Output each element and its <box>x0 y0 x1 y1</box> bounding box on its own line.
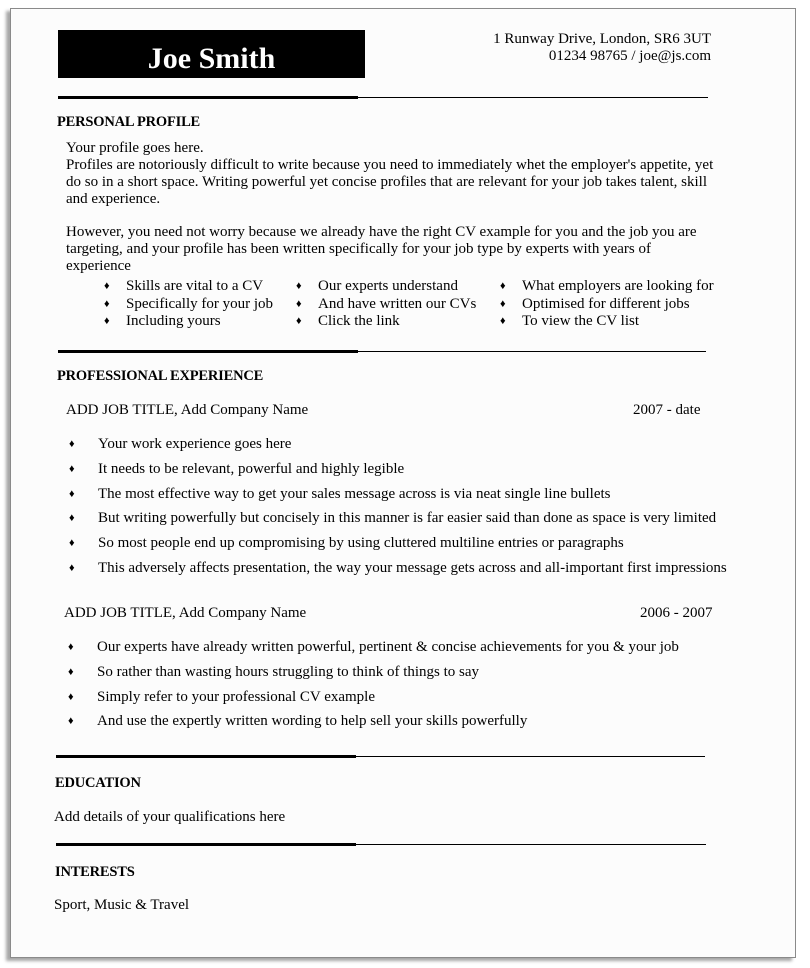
diamond-bullet-icon: ♦ <box>69 462 75 475</box>
divider <box>56 755 705 758</box>
profile-bullet: ♦ Our experts understand <box>296 278 458 294</box>
diamond-bullet-icon: ♦ <box>68 715 74 728</box>
profile-bullet: ♦ And have written our CVs <box>296 295 477 312</box>
job-dates: 2006 - 2007 <box>640 605 713 621</box>
address: 1 Runway Drive, London, SR6 3UT <box>493 31 711 47</box>
job-bullet: ♦ But writing powerfully but concisely in this manner is far easier said than done as space is very limited <box>69 510 717 527</box>
job-bullet: ♦ So rather than wasting hours struggling to think of things to say <box>68 663 480 680</box>
diamond-bullet-icon: ♦ <box>69 487 75 500</box>
diamond-bullet-icon: ♦ <box>68 641 74 653</box>
diamond-bullet-icon: ♦ <box>296 280 302 292</box>
diamond-bullet-icon: ♦ <box>69 512 75 525</box>
diamond-bullet-icon: ♦ <box>104 297 110 310</box>
job-bullet: ♦ Our experts have already written powerful, pertinent & concise achievements for you & your job <box>68 639 679 655</box>
profile-paragraph-1: Profiles are notoriously difficult to write because you need to immediately whet the employer's appetite, yet do so in a short space. Writing powerful yet concise profiles that are relevant for your job takes talent, skill and experience. <box>66 157 714 207</box>
job-heading: ADD JOB TITLE, Add Company Name <box>66 402 309 418</box>
job-bullet: ♦ Simply refer to your professional CV example <box>68 688 375 705</box>
profile-intro: Your profile goes here. <box>66 140 204 156</box>
diamond-bullet-icon: ♦ <box>69 561 75 574</box>
job-1-bullets <box>69 434 727 583</box>
name-banner <box>58 30 365 78</box>
section-title-profile: PERSONAL PROFILE <box>57 114 201 130</box>
education-text: Add details of your qualifications here <box>54 809 286 825</box>
diamond-bullet-icon: ♦ <box>296 315 302 327</box>
profile-bullet: ♦ Click the link <box>296 313 400 329</box>
diamond-bullet-icon: ♦ <box>69 438 75 450</box>
profile-bullet: ♦ Specifically for your job <box>104 295 274 312</box>
job-2-bullets <box>68 637 679 736</box>
diamond-bullet-icon: ♦ <box>68 690 74 703</box>
job-dates: 2007 - date <box>633 402 701 418</box>
section-title-interests: INTERESTS <box>55 864 135 880</box>
profile-bullet: ♦ Optimised for different jobs <box>500 295 690 312</box>
job-bullet: ♦ The most effective way to get your sales message across is via neat single line bullets <box>69 485 611 502</box>
profile-bullet: ♦ To view the CV list <box>500 313 640 329</box>
diamond-bullet-icon: ♦ <box>500 315 506 327</box>
diamond-bullet-icon: ♦ <box>104 280 110 292</box>
profile-bullets-col-1 <box>104 278 273 331</box>
section-title-education: EDUCATION <box>55 775 141 791</box>
candidate-name: Joe Smith <box>147 42 276 75</box>
section-title-experience: PROFESSIONAL EXPERIENCE <box>57 368 264 384</box>
profile-paragraph-2: However, you need not worry because we already have the right CV example for you and the job you are targeting, and your profile has been written specifically for your job type by experts with years of experience <box>66 224 697 274</box>
profile-bullet: ♦ What employers are looking for <box>500 278 714 294</box>
profile-bullets-col-2 <box>296 278 476 331</box>
job-bullet: ♦ And use the expertly written wording to help sell your skills powerfully <box>68 713 528 730</box>
diamond-bullet-icon: ♦ <box>104 315 110 327</box>
diamond-bullet-icon: ♦ <box>500 297 506 310</box>
interests-text: Sport, Music & Travel <box>54 897 190 913</box>
profile-bullet: ♦ Including yours <box>104 313 221 329</box>
phone-email: 01234 98765 / joe@js.com <box>548 48 711 64</box>
diamond-bullet-icon: ♦ <box>500 280 506 292</box>
diamond-bullet-icon: ♦ <box>68 665 74 678</box>
job-bullet: ♦ Your work experience goes here <box>69 436 292 452</box>
profile-bullets-col-3 <box>500 278 714 331</box>
divider <box>58 350 706 353</box>
job-bullet: ♦ So most people end up compromising by using cluttered multiline entries or paragraphs <box>69 535 624 552</box>
divider <box>58 96 708 99</box>
profile-bullet: ♦ Skills are vital to a CV <box>104 278 264 294</box>
diamond-bullet-icon: ♦ <box>69 537 75 550</box>
diamond-bullet-icon: ♦ <box>296 297 302 310</box>
job-bullet: ♦ It needs to be relevant, powerful and highly legible <box>69 460 405 477</box>
divider <box>56 843 706 846</box>
job-bullet: ♦ This adversely affects presentation, the way your message gets across and all-important first impressions <box>69 559 727 576</box>
job-heading: ADD JOB TITLE, Add Company Name <box>64 605 307 621</box>
